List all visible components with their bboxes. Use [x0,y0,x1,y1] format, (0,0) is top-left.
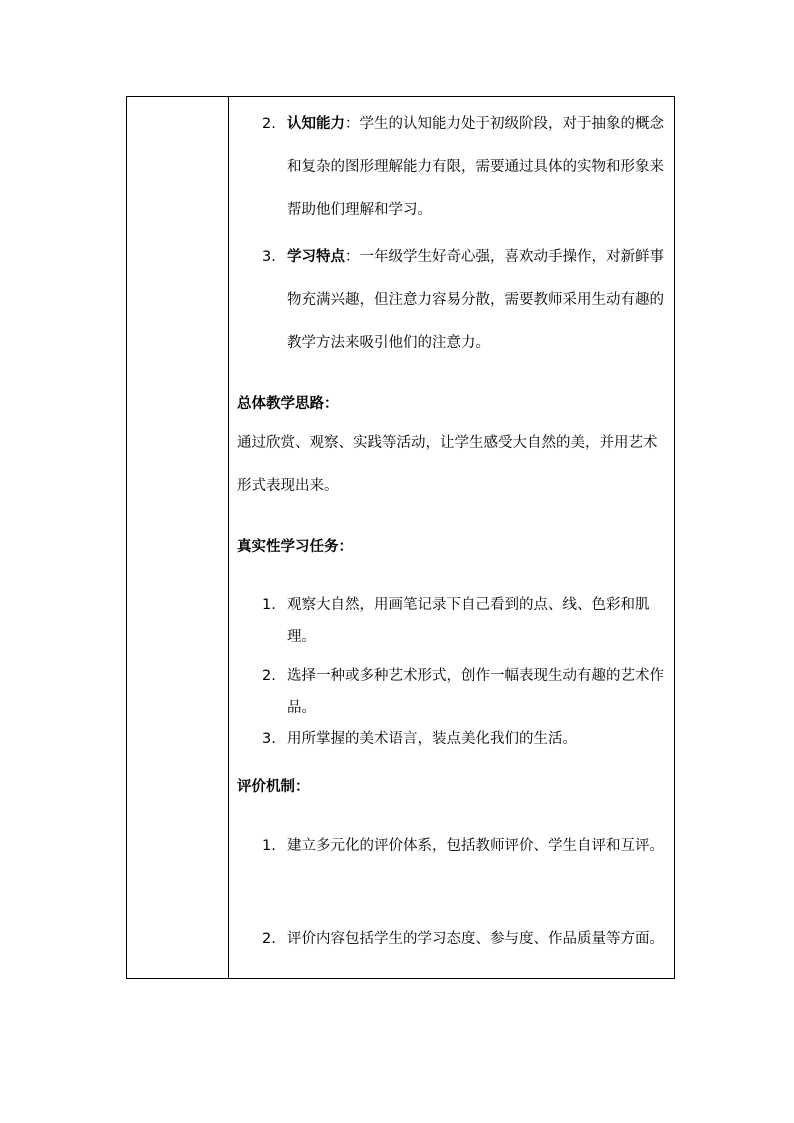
evaluation-item [262,825,666,868]
list-number: 3. [262,731,276,747]
item-separator: ： [345,249,360,265]
item-text: 观察大自然，用画笔记录下自己看到的点、线、色彩和肌理。 [287,597,650,645]
lesson-plan-table [126,96,675,979]
list-item-learning-traits [262,236,666,365]
item-title: 学习特点 [287,249,345,265]
list-item-cognitive-ability [262,103,666,232]
section-heading-approach: 总体教学思路： [237,396,339,412]
item-text: 用所掌握的美术语言，装点美化我们的生活。 [287,731,577,747]
item-text: 评价内容包括学生的学习态度、参与度、作品质量等方面。 [287,931,664,947]
list-number: 2. [262,931,276,947]
column-divider [228,97,229,978]
item-title: 认知能力 [287,116,345,132]
list-number: 2. [262,668,276,684]
section-heading-evaluation: 评价机制： [237,779,310,795]
section-heading-tasks: 真实性学习任务： [237,539,353,555]
task-item [262,589,666,653]
list-number: 3. [262,249,276,265]
item-text: 建立多元化的评价体系，包括教师评价、学生自评和互评。 [287,838,664,854]
list-number: 1. [262,838,276,854]
task-item [262,660,666,724]
item-text: 学生的认知能力处于初级阶段，对于抽象的概念和复杂的图形理解能力有限，需要通过具体的实物和形象来帮助他们理解和学习。 [287,116,664,218]
evaluation-item [262,923,666,956]
item-separator: ： [345,116,360,132]
item-text: 一年级学生好奇心强，喜欢动手操作，对新鲜事物充满兴趣，但注意力容易分散，需要教师采用生动有趣的教学方法来吸引他们的注意力。 [287,249,664,351]
list-number: 2. [262,116,276,132]
item-text: 选择一种或多种艺术形式，创作一幅表现生动有趣的艺术作品。 [287,668,664,716]
approach-paragraph: 通过欣赏、观察、实践等活动，让学生感受大自然的美，并用艺术形式表现出来。 [237,435,658,494]
list-number: 1. [262,597,276,613]
task-item [262,723,666,755]
